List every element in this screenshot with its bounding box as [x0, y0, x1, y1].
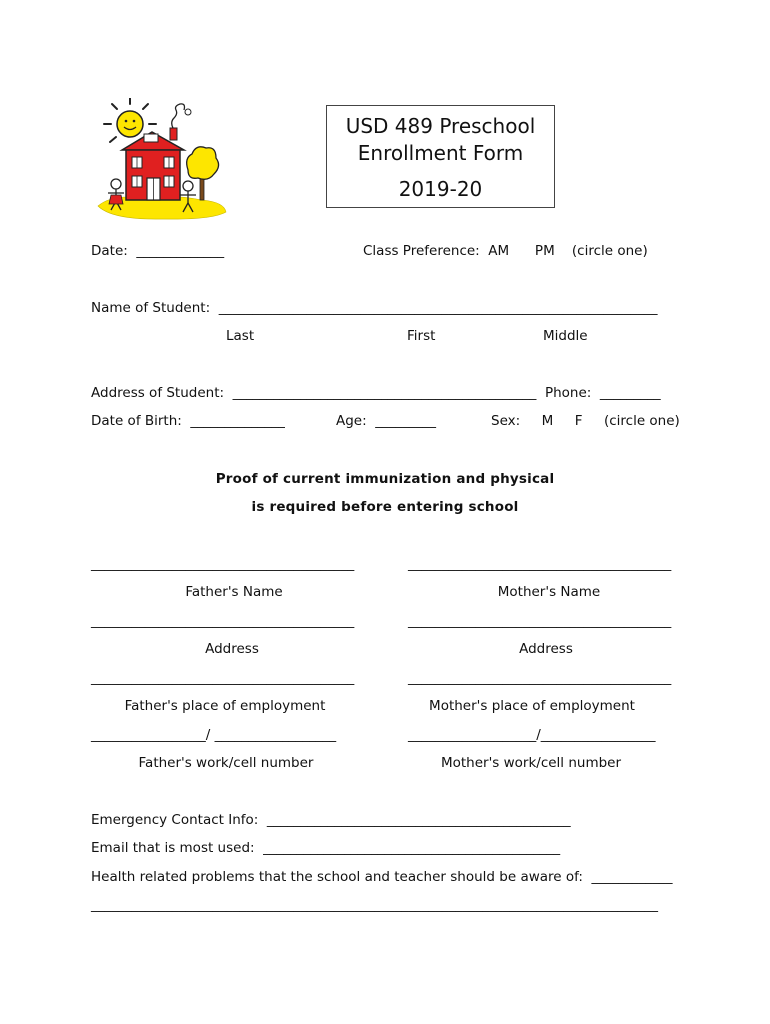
mother-phone-line[interactable]: ___________________/_________________ — [408, 727, 656, 743]
sex-field[interactable]: Sex: M F (circle one) — [491, 413, 680, 429]
name-last-label: Last — [226, 328, 255, 344]
age-field[interactable]: Age: _________ — [336, 413, 436, 429]
form-title-line2: Enrollment Form — [357, 141, 524, 165]
class-preference-field[interactable]: Class Preference: AM PM (circle one) — [363, 243, 648, 259]
form-title-box — [326, 105, 555, 208]
health-problems-field[interactable]: Health related problems that the school and teacher should be aware of: ____________ — [91, 869, 673, 885]
mother-name-label: Mother's Name — [497, 584, 601, 600]
name-middle-label: Middle — [543, 328, 588, 344]
mother-employment-label: Mother's place of employment — [429, 698, 635, 714]
student-address-field[interactable]: Address of Student: _____________________________________________ Phone: _________ — [91, 385, 661, 401]
father-address-label: Address — [205, 641, 259, 657]
form-title-line1: USD 489 Preschool — [345, 114, 536, 138]
health-problems-line[interactable]: ____________________________________________________________________________________ — [91, 897, 658, 913]
immunization-notice-line1: Proof of current immunization and physical — [215, 471, 555, 487]
mother-phone-label: Mother's work/cell number — [440, 755, 622, 771]
father-name-label: Father's Name — [185, 584, 283, 600]
emergency-contact-field[interactable]: Emergency Contact Info: _____________________________________________ — [91, 812, 571, 828]
father-employment-label: Father's place of employment — [124, 698, 326, 714]
date-of-birth-field[interactable]: Date of Birth: ______________ — [91, 413, 285, 429]
father-phone-label: Father's work/cell number — [138, 755, 314, 771]
mother-address-line[interactable]: _______________________________________ — [408, 613, 672, 629]
email-field[interactable]: Email that is most used: ____________________________________________ — [91, 840, 561, 856]
schoolhouse-logo — [92, 98, 232, 224]
father-address-line[interactable]: _______________________________________ — [91, 613, 355, 629]
student-name-field[interactable]: Name of Student: _________________________________________________________________ — [91, 300, 658, 316]
father-employment-line[interactable]: _______________________________________ — [91, 670, 355, 686]
father-phone-line[interactable]: _________________/ __________________ — [91, 727, 337, 743]
mother-employment-line[interactable]: _______________________________________ — [408, 670, 672, 686]
father-name-line[interactable]: _______________________________________ — [91, 556, 355, 572]
date-field[interactable]: Date: _____________ — [91, 243, 225, 259]
mother-address-label: Address — [519, 641, 573, 657]
form-year: 2019-20 — [398, 177, 483, 201]
immunization-notice-line2: is required before entering school — [251, 499, 519, 515]
name-first-label: First — [407, 328, 436, 344]
mother-name-line[interactable]: _______________________________________ — [408, 556, 672, 572]
